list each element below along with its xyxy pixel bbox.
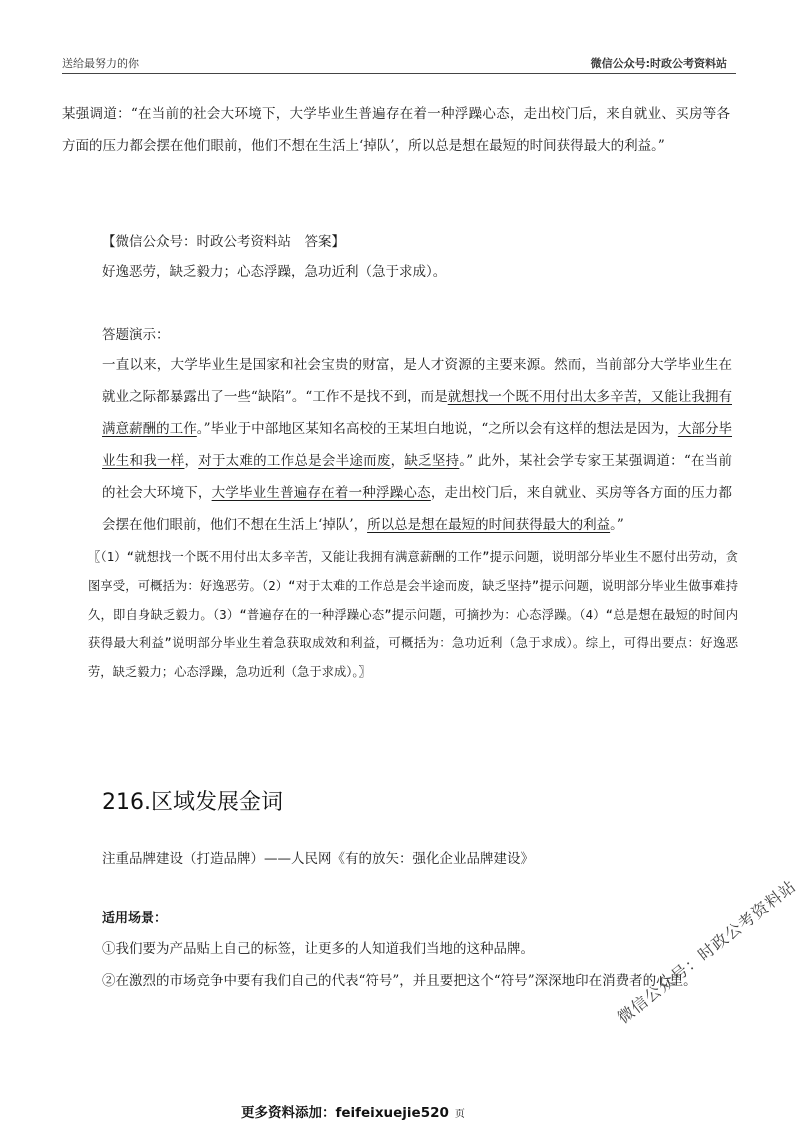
header-left-text: 送给最努力的你 [62,57,139,70]
underlined-phrase: 就想找一个既不用付出太多辛苦，又能让我拥有满意薪酬的工作 [102,389,732,437]
answer-text: 好逸恶劳，缺乏毅力；心态浮躁，急功近利（急于求成）。 [102,264,447,280]
demo-text-segment: 。” [610,517,624,533]
footer [241,1101,465,1121]
underlined-phrase: 大部分毕业生和我一样 [102,421,732,469]
section-title: 216.区域发展金词 [102,790,283,815]
scene-heading: 适用场景： [102,911,168,926]
underlined-phrase: 对于太难的工作总是会半途而废 [198,453,391,469]
scene-item-1: ①我们要为产品贴上自己的标签，让更多的人知道我们当地的这种品牌。 [102,941,534,957]
demo-paragraph [102,349,732,541]
underlined-phrase: 所以总是想在最短的时间获得最大的利益 [367,517,611,533]
demo-text-segment: ， [184,453,199,469]
demo-text-segment: 。”毕业于中部地区某知名高校的王某坦白地说，“之所以会有这样的想法是因为， [196,421,678,437]
underlined-phrase: 大学毕业生普遍存在着一种浮躁心态 [211,485,431,501]
demo-heading: 答题演示： [102,327,170,343]
footer-page-label: 页 [454,1109,465,1120]
underlined-phrase: 缺乏坚持 [404,453,460,469]
demo-text-segment: ， [390,453,405,469]
quote-paragraph: 某强调道：“在当前的社会大环境下，大学毕业生普遍存在着一种浮躁心态，走出校门后，来自就业、买房等各方面的压力都会摆在他们眼前，他们不想在生活上‘掉队’，所以总是想在最短的时间获得最大的利益。” [62,106,730,154]
demo-text-segment: 一直以来，大学毕业生是国家和社会宝贵的财富，是人才资源的主要来源。然而，当前部分大学毕业生在就业之际都暴露出了一些“缺陷”。“工作不是找不到，而是 [102,357,732,405]
footer-text: 更多资料添加：feifeixuejie520 [241,1105,449,1121]
brand-source-line: 注重品牌建设（打造品牌）——人民网《有的放矢：强化企业品牌建设》 [102,851,534,867]
scene-item-2: ②在激烈的市场竞争中要有我们自己的代表“符号”，并且要把这个“符号”深深地印在消费者的心里。 [102,973,697,989]
demo-text-segment: 。” 此外，某社会学专家王某强调道：“在当前的社会大环境下， [102,453,733,501]
demo-text-segment: ，走出校门后，来自就业、买房等各方面的压力都会摆在他们眼前，他们不想在生活上‘掉队’， [102,485,733,533]
watermark-text: 微信公众号：时政公考资料站 [613,876,800,1028]
analysis-paragraph: 〖（1）“就想找一个既不用付出太多辛苦，又能让我拥有满意薪酬的工作”提示问题，说明部分毕业生不愿付出劳动，贪图享受，可概括为：好逸恶劳。（2）“对于太难的工作总是会半途而废，缺乏坚持”提示问题，说明部分毕业生做事难持久，即自身缺乏毅力。（3）“普遍存在的一种浮躁心态”提示问题，可摘抄为：心态浮躁。（4）“总是想在最短的时间内获得最大利益”说明部分毕业生着急获取成效和利益，可概括为：急功近利（急于求成）。综上，可得出要点：好逸恶劳，缺乏毅力；心态浮躁，急功近利（急于求成）。〗 [88,550,738,680]
header-right-text: 微信公众号:时政公考资料站 [590,57,727,70]
answer-heading: 【微信公众号：时政公考资料站 答案】 [102,234,345,250]
header-divider [62,73,736,74]
